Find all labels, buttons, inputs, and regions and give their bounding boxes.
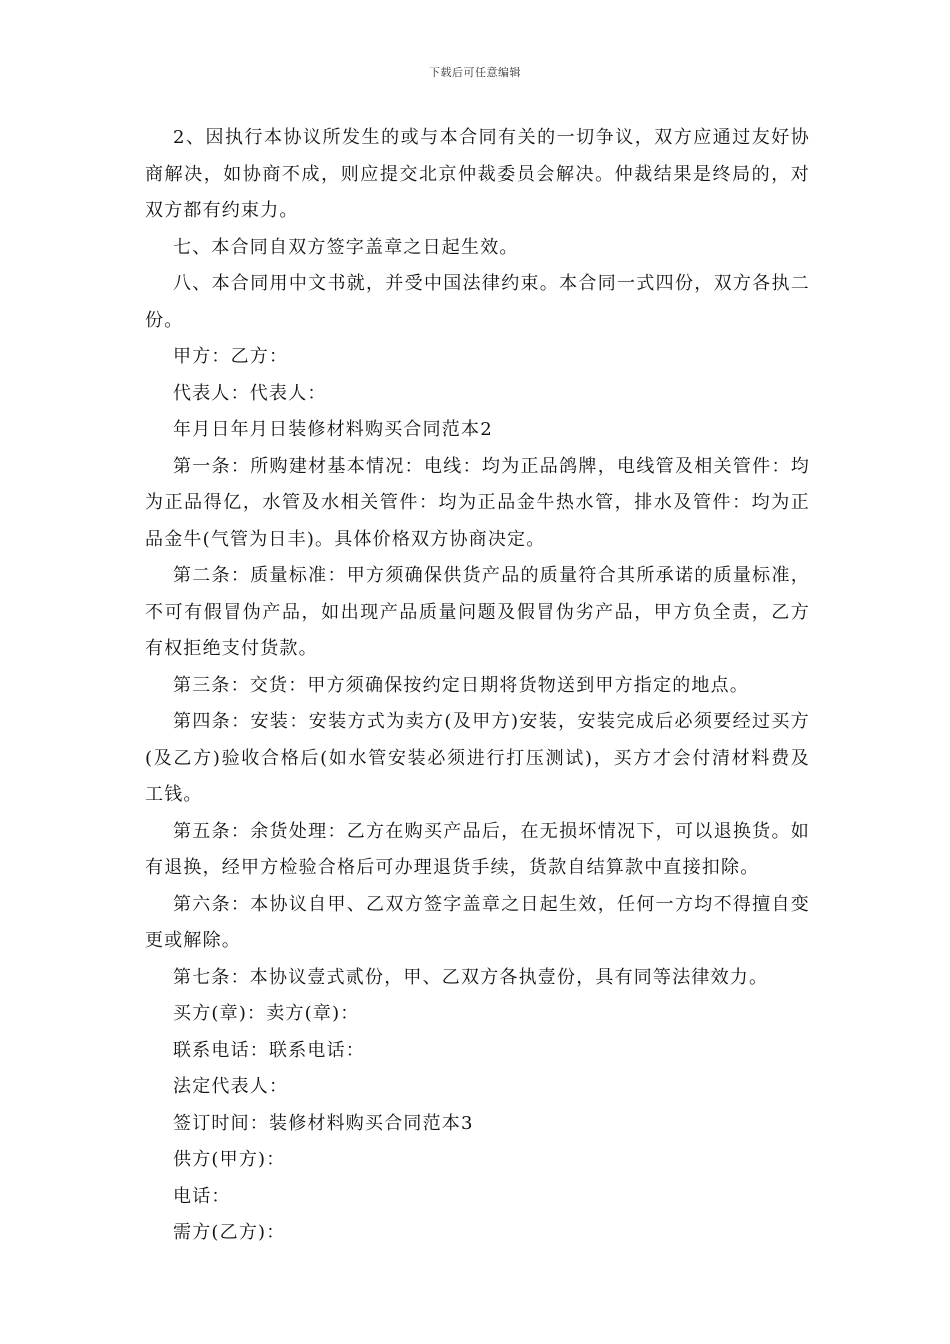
paragraph-clause-7: 七、本合同自双方签字盖章之日起生效。	[173, 236, 519, 258]
paragraph-article-2: 第二条：质量标准：甲方须确保供货产品的质量符合其所承诺的质量标准，不可有假冒伪产品，如出现产品质量问题及假冒伪劣产品，甲方负全责，乙方有权拒绝支付货款。	[145, 565, 810, 659]
paragraph-article-6: 第六条：本协议自甲、乙双方签字盖章之日起生效，任何一方均不得擅自变更或解除。	[145, 893, 810, 951]
paragraph-article-1: 第一条：所购建材基本情况：电线：均为正品鸽牌，电线管及相关管件：均为正品得亿，水管及水相关管件：均为正品金牛热水管，排水及管件：均为正品金牛(气管为日丰)。具体价格双方协商决定。	[145, 455, 810, 550]
paragraph-phone: 电话：	[173, 1185, 231, 1207]
paragraph-legal-representative: 法定代表人：	[173, 1076, 289, 1097]
paragraph-buyer-seller-seal: 买方(章)：卖方(章)：	[173, 1003, 360, 1024]
paragraph-article-4: 第四条：安装：安装方式为卖方(及甲方)安装，安装完成后必须要经过买方(及乙方)验收合格后(如水管安装必须进行打压测试)，买方才会付清材料费及工钱。	[145, 711, 810, 805]
paragraph-contact-phone: 联系电话：联系电话：	[173, 1039, 365, 1061]
paragraph-signing-time-title-3: 签订时间：装修材料购买合同范本3	[173, 1112, 474, 1134]
paragraph-article-5: 第五条：余货处理：乙方在购买产品后，在无损坏情况下，可以退换货。如有退换，经甲方检验合格后可办理退货手续，货款自结算款中直接扣除。	[145, 820, 810, 878]
paragraph-supplier: 供方(甲方)：	[173, 1149, 286, 1170]
paragraph-dispute-resolution: 2、因执行本协议所发生的或与本合同有关的一切争议，双方应通过友好协商解决，如协商不成，则应提交北京仲裁委员会解决。仲裁结果是终局的，对双方都有约束力。	[145, 127, 810, 221]
paragraph-parties: 甲方：乙方：	[173, 346, 289, 367]
paragraph-demander: 需方(乙方)：	[173, 1222, 286, 1243]
document-body	[145, 120, 810, 1252]
paragraph-date-and-title-2: 年月日年月日装修材料购买合同范本2	[173, 419, 493, 440]
paragraph-article-7: 第七条：本协议壹式贰份，甲、乙双方各执壹份，具有同等法律效力。	[173, 966, 769, 988]
paragraph-clause-8: 八、本合同用中文书就，并受中国法律约束。本合同一式四份，双方各执二份。	[145, 273, 810, 331]
paragraph-article-3: 第三条：交货：甲方须确保按约定日期将货物送到甲方指定的地点。	[173, 674, 749, 696]
page-header: 下载后可任意编辑	[429, 66, 521, 79]
paragraph-representatives: 代表人：代表人：	[173, 382, 327, 404]
